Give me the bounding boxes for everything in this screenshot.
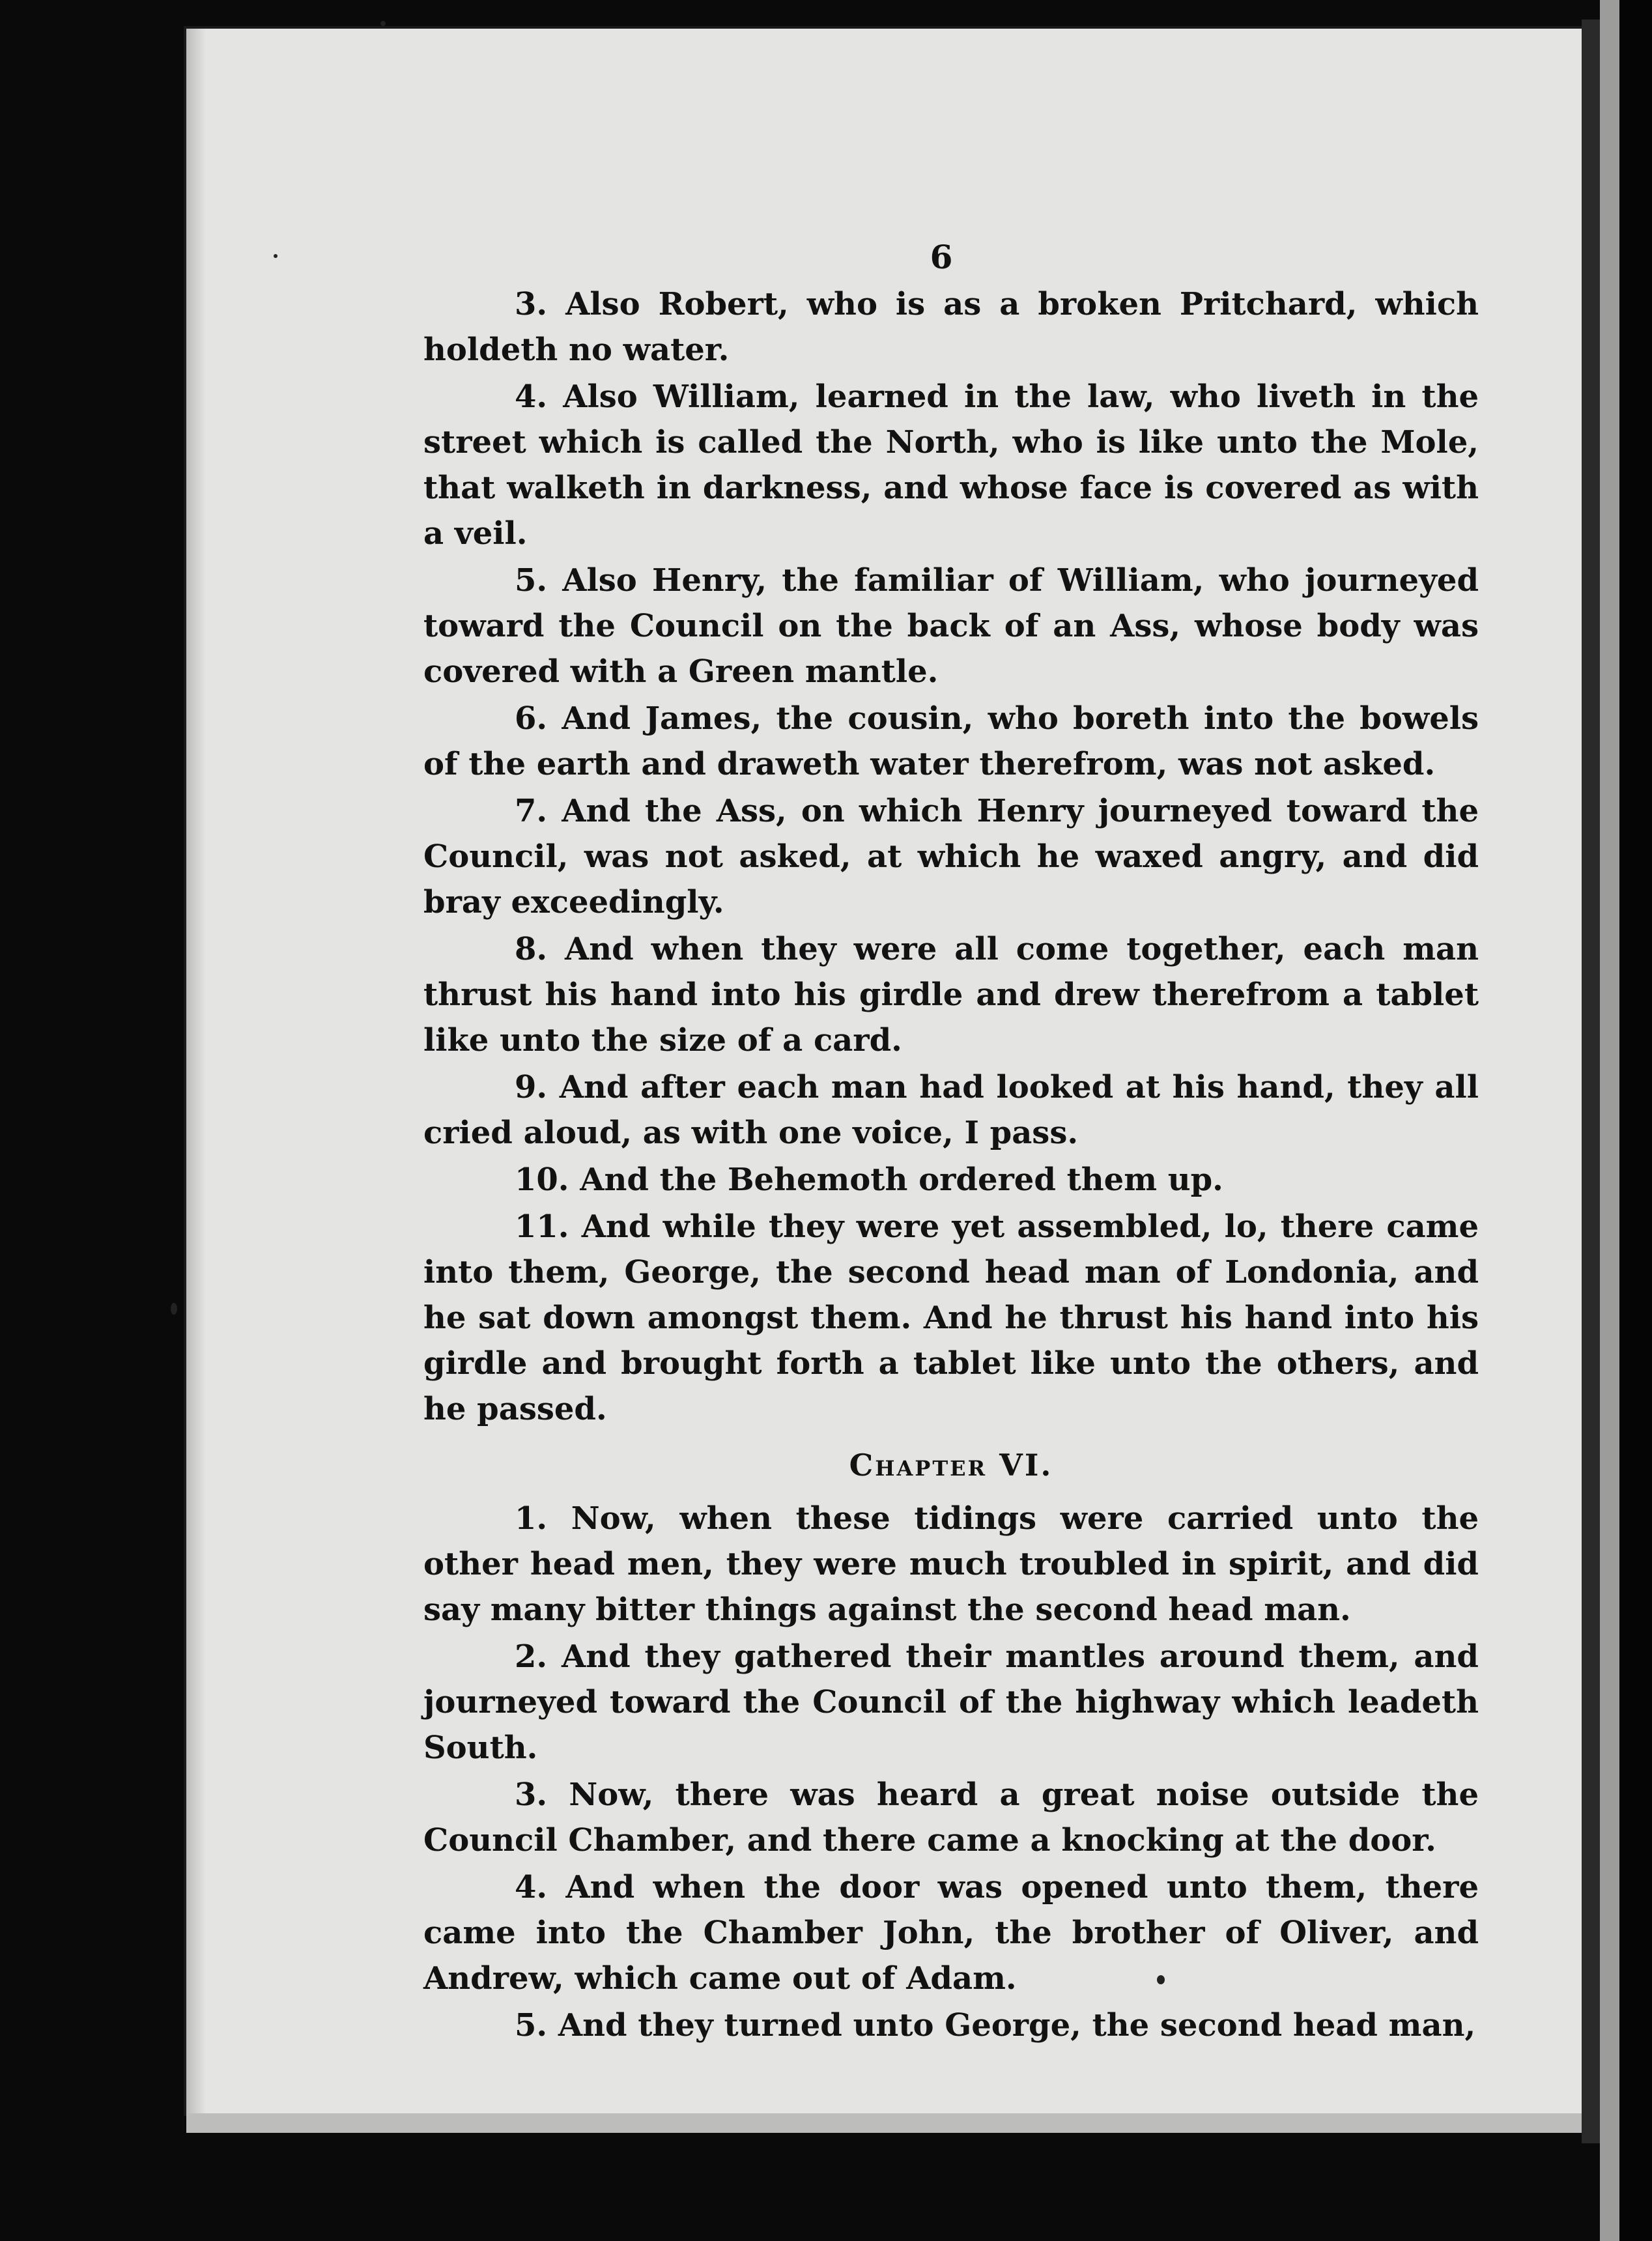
next-page-edge xyxy=(1600,0,1619,2241)
ink-speck xyxy=(380,21,386,26)
verse-paragraph: 4. And when the door was opened unto them, there came into the Chamber John, the brother of Oliver, and Andrew, which came out of Adam. xyxy=(423,1869,1479,1997)
verse-paragraph: 2. And they gathered their mantles around them, and journeyed toward the Council of the highway which leadeth South. xyxy=(423,1638,1479,1766)
verse-paragraph: 11. And while they were yet assembled, lo, there came into them, George, the second head man of Londonia, and he sat down amongst them. And he thrust his hand into his girdle and brought forth a tablet like unto the others, and he passed. xyxy=(423,1208,1479,1427)
page-text xyxy=(423,235,1479,2049)
verse-paragraph: 8. And when they were all come together, each man thrust his hand into his girdle and drew therefrom a tablet like unto the size of a card. xyxy=(423,931,1479,1059)
page-left-shadow xyxy=(186,29,206,2113)
verse-paragraph: 3. Also Robert, who is as a broken Pritchard, which holdeth no water. xyxy=(423,286,1479,368)
verse-paragraph: 6. And James, the cousin, who boreth into the bowels of the earth and draweth water therefrom, was not asked. xyxy=(423,700,1479,782)
page-bottom-edge xyxy=(186,2113,1582,2133)
verse-paragraph: 7. And the Ass, on which Henry journeyed toward the Council, was not asked, at which he waxed angry, and did bray exceedingly. xyxy=(423,793,1479,921)
verse-paragraph: 9. And after each man had looked at his hand, they all cried aloud, as with one voice, I pass. xyxy=(423,1069,1479,1151)
verse-paragraph: 10. And the Behemoth ordered them up. xyxy=(515,1162,1223,1198)
page-right-border xyxy=(1582,20,1600,2143)
verse-paragraph: 5. Also Henry, the familiar of William, who journeyed toward the Council on the back of an Ass, whose body was covered with a Green mantle. xyxy=(423,562,1479,690)
scan-margin-right xyxy=(1619,0,1652,2241)
ink-speck xyxy=(274,254,278,258)
verse-paragraph: 1. Now, when these tidings were carried unto the other head men, they were much troubled in spirit, and did say many bitter things against the second head man. xyxy=(423,1500,1479,1628)
verse-paragraph: 3. Now, there was heard a great noise outside the Council Chamber, and there came a knocking at the door. xyxy=(423,1777,1479,1859)
page-number: 6 xyxy=(930,238,953,276)
verse-paragraph: 5. And they turned unto George, the second head man, xyxy=(515,2007,1476,2044)
chapter-heading: Chapter VI. xyxy=(849,1448,1053,1483)
verse-paragraph: 4. Also William, learned in the law, who liveth in the street which is called the North, who is like unto the Mole, that walketh in darkness, and whose face is covered as with a veil. xyxy=(423,378,1479,552)
ink-speck xyxy=(171,1303,177,1315)
